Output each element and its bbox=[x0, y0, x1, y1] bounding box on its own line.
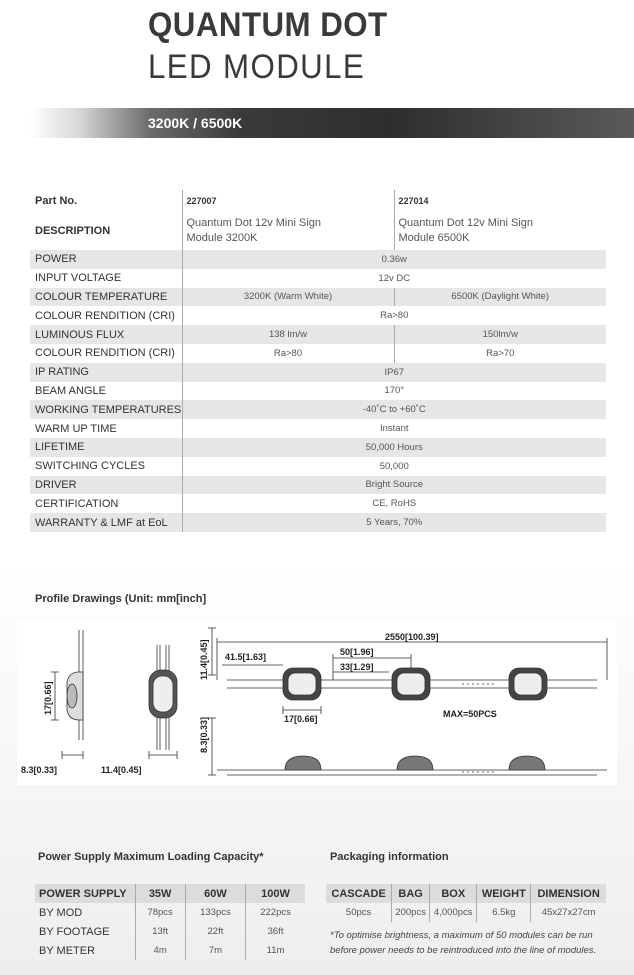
table-header-row bbox=[35, 884, 305, 903]
spec-label: WARRANTY & LMF at EoL bbox=[30, 513, 182, 532]
packaging-note: *To optimise brightness, a maximum of 50 modules can be run before power needs to be reintroduced into the line of modules. bbox=[330, 930, 597, 956]
spec-label: POWER bbox=[30, 250, 182, 269]
spec-label: WARM UP TIME bbox=[35, 422, 117, 435]
spec-value: IP67 bbox=[182, 363, 606, 382]
table-cell: 78pcs bbox=[135, 903, 185, 922]
table-cell: 45x27x27cm bbox=[531, 903, 606, 922]
table-row bbox=[35, 903, 305, 922]
spec-row bbox=[30, 457, 606, 476]
spec-value-a: 138 lm/w bbox=[182, 325, 394, 344]
profile-drawing bbox=[17, 620, 617, 785]
spec-label: LUMINOUS FLUX bbox=[30, 325, 182, 344]
part-number-a: 227007 bbox=[182, 190, 394, 212]
spec-row bbox=[30, 363, 606, 382]
spec-rows bbox=[30, 250, 606, 532]
part-number-b: 227014 bbox=[394, 190, 606, 212]
description-a bbox=[182, 212, 394, 250]
color-temperature-label: 3200K / 6500K bbox=[148, 115, 243, 131]
description-b-line2: Module 6500K bbox=[398, 232, 470, 244]
spec-value-a: 3200K (Warm White) bbox=[182, 288, 394, 307]
table-header-cell: 100W bbox=[246, 884, 305, 903]
profile-drawing-svg bbox=[17, 620, 617, 785]
dim-2550-label: 2550[100.39] bbox=[385, 632, 439, 642]
spec-table bbox=[30, 190, 606, 532]
max-pcs-label: MAX=50PCS bbox=[443, 709, 497, 719]
page-subtitle: LED MODULE bbox=[148, 48, 366, 86]
spec-row bbox=[30, 419, 606, 438]
description-label: DESCRIPTION bbox=[35, 225, 111, 237]
part-label: Part No. bbox=[35, 195, 78, 207]
table-row bbox=[326, 903, 606, 922]
packaging-table bbox=[326, 884, 606, 922]
description-b-line1: Quantum Dot 12v Mini Sign bbox=[398, 217, 534, 229]
dim-8-3-label: 8.3[0.33] bbox=[21, 765, 58, 775]
spec-row bbox=[30, 269, 606, 288]
spec-value: 0.36w bbox=[182, 250, 606, 269]
table-row bbox=[35, 941, 305, 960]
table-cell: 4,000pcs bbox=[430, 903, 477, 922]
spec-value-b: Ra>70 bbox=[394, 344, 606, 363]
spec-row bbox=[30, 382, 606, 401]
power-supply-table bbox=[35, 884, 305, 960]
spec-row bbox=[30, 513, 606, 532]
spec-label: SWITCHING CYCLES bbox=[35, 460, 146, 473]
table-cell: 133pcs bbox=[185, 903, 245, 922]
spec-label: COLOUR RENDITION (CRI) bbox=[35, 309, 175, 322]
dim-33-label: 33[1.29] bbox=[340, 662, 374, 672]
spec-row bbox=[30, 494, 606, 513]
table-header-cell: POWER SUPPLY bbox=[35, 884, 135, 903]
spec-row bbox=[30, 325, 606, 344]
table-cell: BY FOOTAGE bbox=[39, 925, 110, 938]
dim-17b-label: 17[0.66] bbox=[284, 714, 318, 724]
spec-label: LIFETIME bbox=[30, 438, 182, 457]
spec-row bbox=[30, 306, 606, 325]
table-cell: 4m bbox=[135, 941, 185, 960]
table-cell: 13ft bbox=[135, 922, 185, 941]
dim-8-3b-label: 8.3[0.33] bbox=[199, 716, 209, 753]
table-cell: 200pcs bbox=[392, 903, 430, 922]
spec-value-b: 6500K (Daylight White) bbox=[394, 288, 606, 307]
spec-label: COLOUR RENDITION (CRI) bbox=[35, 347, 175, 360]
table-cell: BY METER bbox=[39, 944, 96, 957]
spec-value: CE, RoHS bbox=[182, 494, 606, 513]
table-header-row bbox=[326, 884, 606, 903]
table-header-cell: 60W bbox=[185, 884, 245, 903]
dim-41-5-label: 41.5[1.63] bbox=[225, 652, 267, 662]
spec-value: Bright Source bbox=[182, 476, 606, 495]
spec-value: 12v DC bbox=[182, 269, 606, 288]
table-cell: 50pcs bbox=[345, 907, 372, 918]
spec-label: WORKING TEMPERATURES bbox=[30, 400, 182, 419]
description-a-line2: Module 3200K bbox=[186, 232, 258, 244]
table-cell: 222pcs bbox=[246, 903, 305, 922]
spec-value: 5 Years, 70% bbox=[182, 513, 606, 532]
spec-row bbox=[30, 288, 606, 307]
power-supply-title: Power Supply Maximum Loading Capacity* bbox=[38, 851, 264, 863]
table-header-cell: WEIGHT bbox=[477, 884, 531, 903]
spec-label: INPUT VOLTAGE bbox=[35, 272, 122, 285]
spec-label: BEAM ANGLE bbox=[35, 384, 106, 397]
spec-label: DRIVER bbox=[30, 476, 182, 495]
dim-50-label: 50[1.96] bbox=[340, 647, 374, 657]
spec-value: Instant bbox=[182, 419, 606, 438]
table-cell: 6.5kg bbox=[477, 903, 531, 922]
table-header-cell: 35W bbox=[135, 884, 185, 903]
spec-row bbox=[30, 250, 606, 269]
page-title: QUANTUM DOT bbox=[148, 6, 388, 44]
spec-label: IP RATING bbox=[30, 363, 182, 382]
dim-11-4-label: 11.4[0.45] bbox=[101, 765, 142, 775]
packaging-title: Packaging information bbox=[330, 851, 449, 863]
spec-row bbox=[30, 438, 606, 457]
spec-value-a: Ra>80 bbox=[182, 344, 394, 363]
table-header-cell: DIMENSION bbox=[531, 884, 606, 903]
table-cell: 22ft bbox=[185, 922, 245, 941]
spec-row bbox=[30, 344, 606, 363]
table-row bbox=[35, 922, 305, 941]
table-cell: 11m bbox=[246, 941, 305, 960]
spec-value: -40˚C to +60˚C bbox=[182, 400, 606, 419]
spec-value: 50,000 bbox=[182, 457, 606, 476]
table-cell: 7m bbox=[185, 941, 245, 960]
table-header-cell: BOX bbox=[430, 884, 477, 903]
dim-17-label: 17[0.66] bbox=[43, 681, 53, 715]
dim-11-4-vertical-label: 11.4[0.45] bbox=[199, 639, 209, 680]
table-header-cell: BAG bbox=[392, 884, 430, 903]
description-a-line1: Quantum Dot 12v Mini Sign bbox=[186, 217, 322, 229]
spec-value-b: 150lm/w bbox=[394, 325, 606, 344]
spec-row bbox=[30, 476, 606, 495]
spec-row-part bbox=[30, 190, 606, 212]
spec-label: CERTIFICATION bbox=[35, 497, 119, 510]
spec-value: Ra>80 bbox=[182, 306, 606, 325]
spec-label: COLOUR TEMPERATURE bbox=[30, 288, 182, 307]
spec-row bbox=[30, 400, 606, 419]
spec-row-description bbox=[30, 212, 606, 250]
table-cell: 36ft bbox=[246, 922, 305, 941]
description-b bbox=[394, 212, 606, 250]
spec-value: 50,000 Hours bbox=[182, 438, 606, 457]
profile-drawings-title: Profile Drawings (Unit: mm[inch] bbox=[35, 593, 207, 605]
spec-value: 170° bbox=[182, 382, 606, 401]
table-cell: BY MOD bbox=[39, 906, 83, 919]
table-header-cell: CASCADE bbox=[326, 884, 392, 903]
color-temperature-band bbox=[30, 108, 634, 138]
